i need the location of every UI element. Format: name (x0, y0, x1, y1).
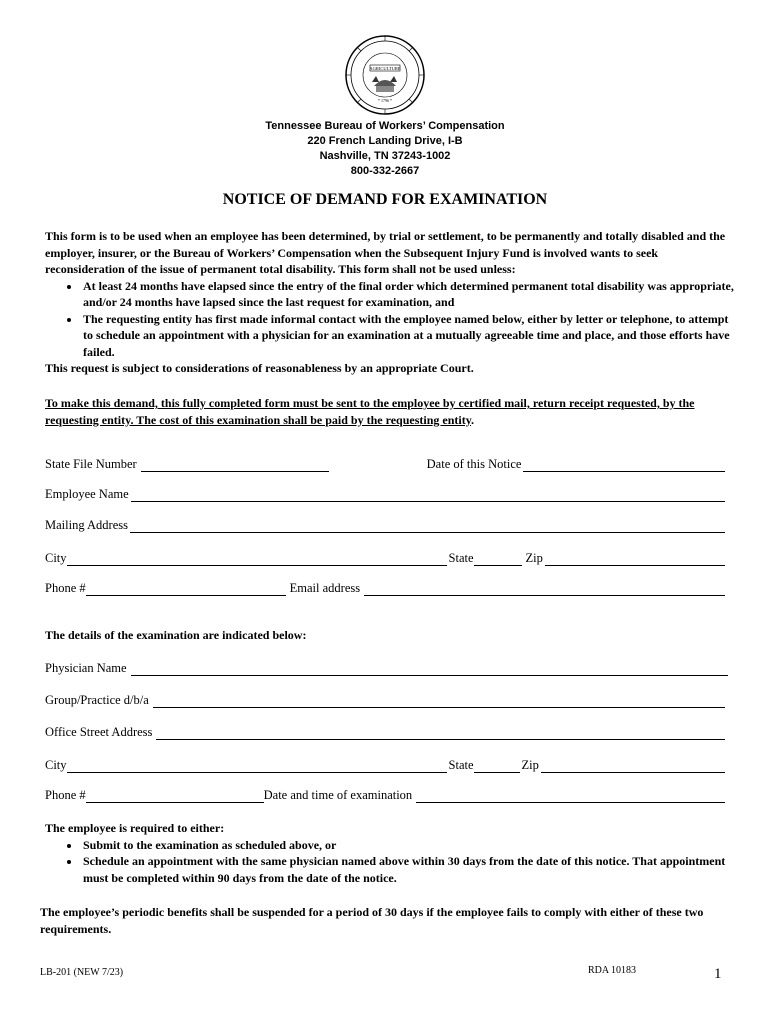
intro-bullet: • The requesting entity has first made informal contact with the employee named below, either by letter or telephone, to attempt to schedule an appointment with a physician for an examination at a mutually agreeable time and place, and those efforts have failed. (81, 311, 735, 361)
exam-zip-input[interactable] (541, 760, 725, 773)
state-input[interactable] (474, 553, 522, 566)
row-employee-name (45, 486, 727, 502)
form-id: LB-201 (NEW 7/23) (40, 967, 124, 978)
state-label: State (448, 551, 474, 565)
physician-name-label: Physician Name (45, 661, 127, 675)
row-exam-phone-date (45, 787, 727, 803)
phone-input[interactable] (86, 583, 286, 596)
row-city-state-zip (45, 550, 727, 566)
intro-section (45, 228, 735, 377)
row-group-practice (45, 692, 727, 708)
employee-name-label: Employee Name (45, 487, 129, 501)
mailing-address-label: Mailing Address (45, 518, 128, 532)
row-exam-city-state-zip (45, 757, 727, 773)
employee-name-input[interactable] (131, 489, 725, 502)
office-address-label: Office Street Address (45, 725, 153, 739)
email-input[interactable] (364, 583, 725, 596)
row-phone-email (45, 580, 727, 596)
exam-city-label: City (45, 758, 67, 772)
physician-name-input[interactable] (131, 663, 728, 676)
requirement-bullet: • Submit to the examination as scheduled above, or (81, 837, 735, 854)
phone-label: Phone # (45, 581, 86, 595)
city-input[interactable] (67, 553, 447, 566)
agency-address-line1: 220 French Landing Drive, I-B (307, 135, 463, 147)
requirements-section (45, 820, 735, 886)
seal-text: AGRICULTURE (369, 66, 401, 71)
agency-address-line2: Nashville, TN 37243-1002 (319, 150, 451, 162)
suspension-notice: The employee’s periodic benefits shall be suspended for a period of 30 days if the employee fails to comply with either of these two requirements. (40, 905, 704, 936)
exam-phone-label: Phone # (45, 788, 86, 802)
office-address-input[interactable] (156, 727, 725, 740)
row-file-date (45, 456, 727, 472)
row-physician (45, 660, 730, 676)
form-title: NOTICE OF DEMAND FOR EXAMINATION (222, 191, 548, 208)
group-practice-label: Group/Practice d/b/a (45, 693, 149, 707)
exam-zip-label: Zip (521, 758, 539, 772)
exam-details-heading: The details of the examination are indicated below: (45, 628, 307, 642)
mailing-instruction: To make this demand, this fully completed form must be sent to the employee by certified mail, return receipt requested, by the requesting entity. The cost of this examination shall be paid by the requesting entity. (45, 396, 695, 427)
exam-state-input[interactable] (474, 760, 520, 773)
intro-paragraph: This form is to be used when an employee has been determined, by trial or settlement, to be permanently and totally disabled and the employer, insurer, or the Bureau of Workers’ Compensation when the Subsequent Injury Fund is involved wants to seek reconsideration of the issue of permanent total disability. This form shall not be used unless: (45, 229, 726, 276)
agency-name: Tennessee Bureau of Workers’ Compensation (265, 120, 505, 132)
date-of-notice-input[interactable] (523, 459, 725, 472)
agency-phone: 800-332-2667 (350, 165, 420, 177)
date-of-notice-label: Date of this Notice (426, 457, 522, 471)
zip-input[interactable] (545, 553, 725, 566)
requirements-heading: The employee is required to either: (45, 821, 225, 835)
mailing-address-input[interactable] (130, 520, 725, 533)
state-seal-logo (344, 34, 426, 116)
state-file-number-label: State File Number (45, 457, 137, 471)
exam-datetime-input[interactable] (416, 790, 725, 803)
row-office-address (45, 724, 727, 740)
zip-label: Zip (525, 551, 543, 565)
svg-text:* 1796 *: * 1796 * (378, 98, 392, 103)
exam-city-input[interactable] (67, 760, 447, 773)
intro-bullets (45, 278, 735, 361)
group-practice-input[interactable] (153, 695, 725, 708)
requirements-bullets (45, 837, 735, 887)
intro-bullet: • At least 24 months have elapsed since the entry of the final order which determined permanent total disability was appropriate, and/or 24 months have lapsed since the last request for examination, and (81, 278, 735, 311)
email-label: Email address (289, 581, 361, 595)
state-file-number-input[interactable] (141, 459, 329, 472)
exam-datetime-label: Date and time of examination (263, 788, 413, 802)
rda-number: RDA 10183 (588, 965, 637, 976)
page-number: 1 (714, 966, 722, 982)
instruction-text: To make this demand, this fully completed form must be sent to the employee by certified mail, return receipt requested, by the requesting entity. The cost of this examination shall be paid by the requesting entity (45, 396, 695, 427)
city-label: City (45, 551, 67, 565)
exam-phone-input[interactable] (86, 790, 264, 803)
exam-state-label: State (448, 758, 474, 772)
row-mailing-address (45, 517, 727, 533)
requirement-bullet: • Schedule an appointment with the same physician named above within 30 days from the date of this notice. That appointment must be completed within 90 days from the date of the notice. (81, 853, 735, 886)
intro-closing: This request is subject to considerations of reasonableness by an appropriate Court. (45, 361, 474, 375)
